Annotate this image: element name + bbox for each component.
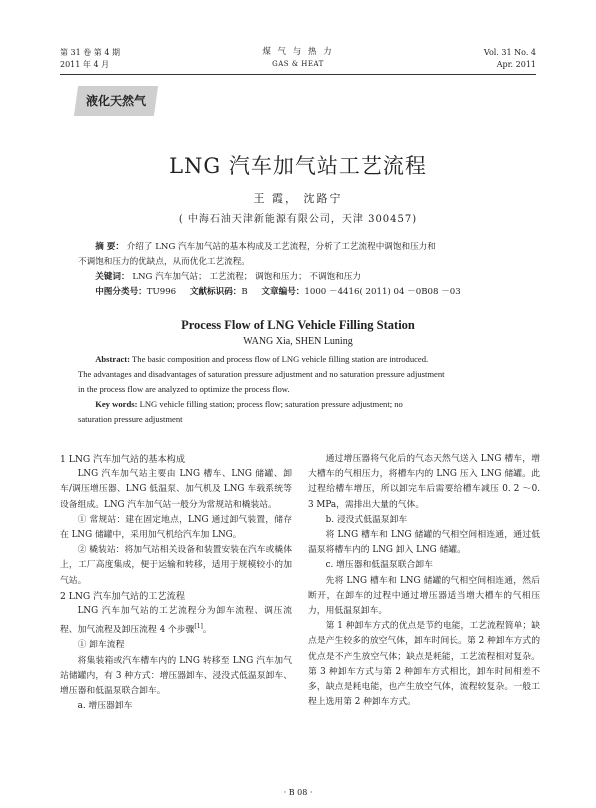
article-title: LNG 汽车加气站工艺流程 (169, 154, 427, 178)
page-header (0, 0, 596, 70)
english-authors: WANG Xia, SHEN Luning (243, 336, 353, 347)
en-abstract-line2: The advantages and disadvantages of saturation pressure adjustment and no saturation pressure adjustment (78, 369, 445, 379)
header-divider (60, 74, 536, 75)
keywords-label: 关键词： (95, 272, 130, 282)
clc-label: 中图分类号： (95, 287, 147, 297)
en-keywords-label: Key words: (95, 399, 138, 409)
section-tag-label: 液化天然气 (85, 94, 146, 108)
keywords-text: LNG 汽车加气站； 工艺流程； 调饱和压力； 不调饱和压力 (132, 272, 361, 282)
doc-code-label: 文献标识码： (189, 287, 242, 297)
en-abstract-line1: The basic composition and process flow of LNG vehicle filling station are introduced. (132, 354, 429, 364)
paragraph-text: LNG 汽车加气站的工艺流程分为卸车流程、调压流程、加气流程及卸压流程 4 个步骤 (60, 606, 292, 636)
subsection-label: a. 增压器卸车 (77, 701, 133, 712)
date-cn: 2011 年 4 月 (60, 60, 110, 69)
paragraph-end: 。 (202, 625, 212, 636)
doc-code-value: B (241, 287, 248, 297)
citation-ref: [1] (194, 623, 203, 631)
chinese-abstract (78, 240, 518, 300)
english-abstract (78, 352, 518, 427)
paragraph: 将 LNG 槽车和 LNG 储罐的气相空间相连通，通过低温泵将槽车内的 LNG 卸入 LNG 储罐。 (308, 530, 540, 556)
abstract-text-line2: 不调饱和压力的优缺点，从而优化工艺流程。 (78, 257, 250, 267)
clc-value: TU996 (146, 287, 177, 297)
paragraph: ① 常规站：建在固定地点，LNG 通过卸气装置，储存在 LNG 储罐中，采用加气机给汽车加 LNG。 (60, 514, 292, 541)
article-number-value: 1000 －4416( 2011) 04 －0B08 －03 (304, 287, 461, 297)
volume-issue-cn: 第 31 卷 第 4 期 (60, 48, 120, 57)
section-tag (74, 86, 158, 116)
paragraph: 先将 LNG 槽车和 LNG 储罐的气相空间相连通，然后断开，在卸车的过程中通过增压器适当增大槽车的气相压力，用低温泵卸车。 (308, 575, 540, 617)
paragraph: 通过增压器将气化后的气态天然气送入 LNG 槽车，增大槽车的气相压力，将槽车内的 LNG 压入 LNG 储罐。此过程给槽车增压，所以卸完车后需要给槽车减压 0. 2 ～0. 3 MPa，需排出大量的气体。 (308, 454, 540, 510)
abstract-label: 摘 要： (95, 242, 124, 252)
body-right-column (308, 452, 540, 710)
header-right (484, 47, 536, 71)
journal-name-en: GAS & HEAT (272, 60, 324, 68)
volume-issue-en: Vol. 31 No. 4 (483, 48, 536, 57)
en-keywords-line2: saturation pressure adjustment (78, 414, 183, 424)
subsection-label: c. 增压器和低温泵联合卸车 (325, 560, 433, 571)
article-authors: 王 霞， 沈路宁 (253, 192, 343, 205)
section-heading-2: 2 LNG 汽车加气站的工艺流程 (60, 590, 186, 602)
subsection-heading: ① 卸车流程 (77, 640, 125, 651)
article-affiliation: ( 中海石油天津新能源有限公司，天津 300457) (178, 214, 418, 225)
date-en: Apr. 2011 (496, 60, 536, 69)
paragraph (60, 604, 292, 638)
english-title: Process Flow of LNG Vehicle Filling Station (181, 318, 415, 332)
subsection-label: b. 浸没式低温泵卸车 (325, 514, 408, 525)
abstract-text-line1: 介绍了 LNG 汽车加气站的基本构成及工艺流程，分析了工艺流程中调饱和压力和 (126, 242, 436, 252)
paragraph: ② 橇装站：将加气站相关设备和装置安装在汽车或橇体上，工厂高度集成，便于运输和转移，适用于规模较小的加气站。 (60, 545, 292, 586)
article-number-label: 文章编号： (261, 287, 305, 297)
paragraph: LNG 汽车加气站主要由 LNG 槽车、LNG 储罐、卸车/调压增压器、LNG 低温泵、加气机及 LNG 车载系统等设备组成。LNG 汽车加气站一般分为常规站和橇装站。 (60, 469, 292, 510)
journal-name-cn: 煤 气 与 热 力 (262, 47, 334, 57)
en-keywords-line1: LNG vehicle filling station; process flow; saturation pressure adjustment; no (139, 399, 403, 409)
section-heading-1: 1 LNG 汽车加气站的基本构成 (60, 454, 186, 465)
paragraph: 将集装箱或汽车槽车内的 LNG 转移至 LNG 汽车加气站储罐内，有 3 种方式：增压器卸车、浸没式低温泵卸车、增压器和低温泵联合卸车。 (60, 655, 292, 696)
body-left-column (60, 452, 292, 714)
paragraph: 第 1 种卸车方式的优点是节约电能，工艺流程简单；缺点是产生较多的放空气体，卸车时间长。第 2 种卸车方式的优点是不产生放空气体；缺点是耗能，工艺流程相对复杂。第 3 种卸车方式与第 2 种卸车方式相比，卸车时间相差不多，缺点是耗电能，也产生放空气体，流程较复杂。一般工程上选用第 2 种卸车方式。 (308, 621, 540, 708)
page-number: · B 08 · (283, 788, 313, 797)
en-abstract-label: Abstract: (95, 354, 131, 364)
en-abstract-line3: in the process flow are analyzed to optimize the process flow. (78, 384, 290, 394)
